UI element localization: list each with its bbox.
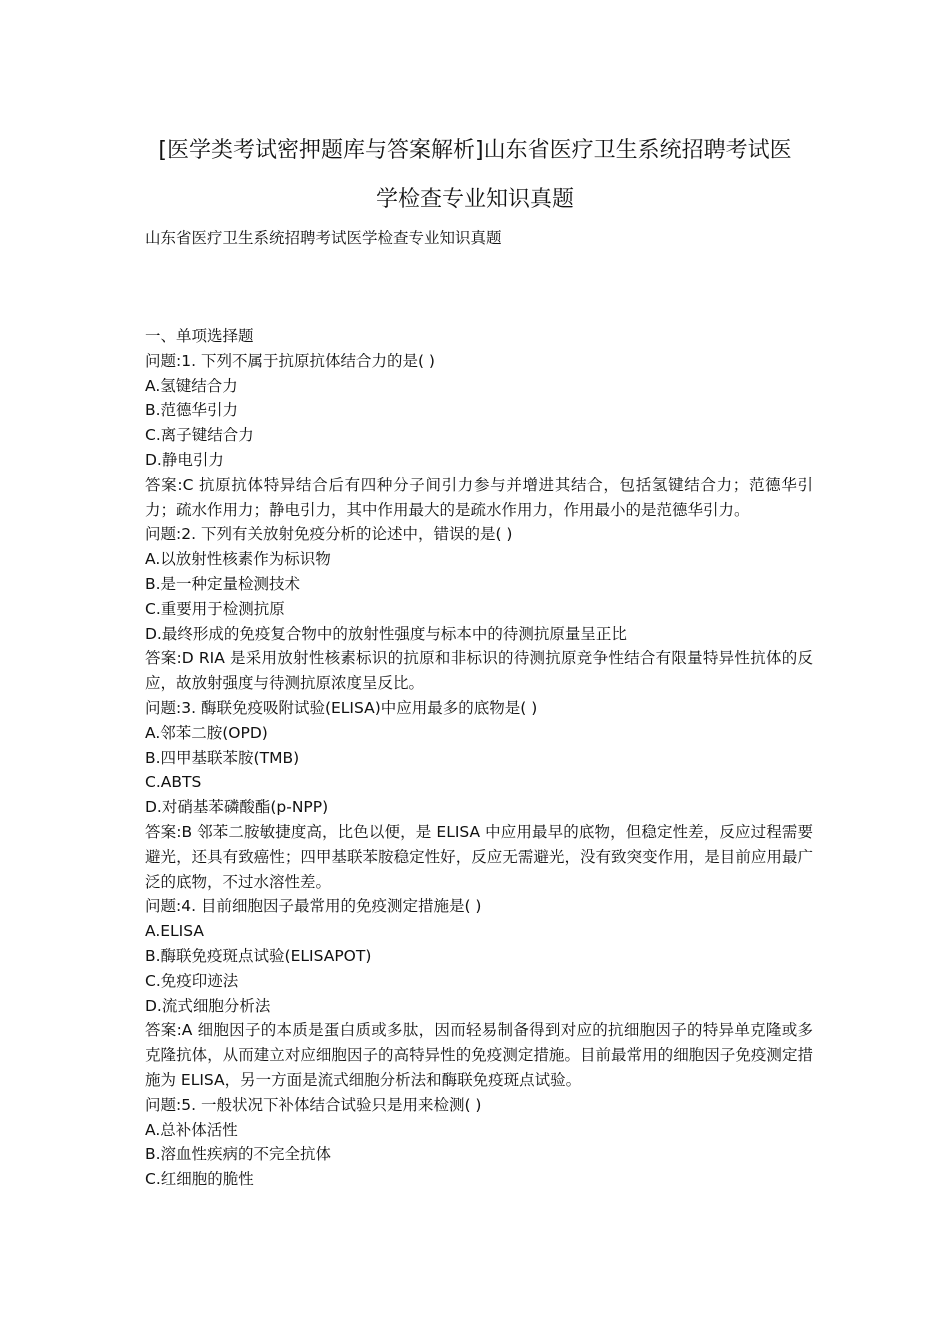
question-2-option-a: A.以放射性核素作为标识物: [145, 550, 331, 569]
question-4-option-d: D.流式细胞分析法: [145, 996, 271, 1015]
question-1-option-a: A.氢键结合力: [145, 376, 238, 395]
question-4: 问题:4. 目前细胞因子最常用的免疫测定措施是( ): [145, 897, 482, 916]
question-4-option-a: A.ELISA: [145, 922, 204, 941]
question-4-answer: 答案:A 细胞因子的本质是蛋白质或多肽，因而轻易制备得到对应的抗细胞因子的特异单克隆或多克隆抗体，从而建立对应细胞因子的高特异性的免疫测定措施。目前最常用的细胞因子免疫测定措施为 ELISA，另一方面是流式细胞分析法和酶联免疫斑点试验。: [145, 1021, 813, 1089]
question-1-option-b: B.范德华引力: [145, 401, 239, 420]
question-2-answer: 答案:D RIA 是采用放射性核素标识的抗原和非标识的待测抗原竞争性结合有限量特异性抗体的反应，故放射强度与待测抗原浓度呈反比。: [145, 649, 813, 693]
question-1-option-c: C.离子键结合力: [145, 426, 254, 445]
section-heading: 一、单项选择题: [145, 327, 254, 345]
question-3-answer: 答案:B 邻苯二胺敏捷度高，比色以便，是 ELISA 中应用最早的底物，但稳定性差，反应过程需要避光，还具有致癌性；四甲基联苯胺稳定性好，反应无需避光，没有致突变作用，是目前应用最广泛的底物，不过水溶性差。: [145, 822, 813, 891]
document-title-line-2: 学检查专业知识真题: [375, 187, 574, 212]
document-subtitle: 山东省医疗卫生系统招聘考试医学检查专业知识真题: [145, 229, 502, 247]
question-2-option-c: C.重要用于检测抗原: [145, 599, 285, 618]
question-5-option-a: A.总补体活性: [145, 1120, 238, 1139]
question-1: 问题:1. 下列不属于抗原抗体结合力的是( ): [145, 351, 435, 370]
question-3-option-b: B.四甲基联苯胺(TMB): [145, 748, 300, 767]
question-2: 问题:2. 下列有关放射免疫分析的论述中，错误的是( ): [145, 525, 513, 544]
question-3: 问题:3. 酶联免疫吸附试验(ELISA)中应用最多的底物是( ): [145, 698, 538, 717]
question-3-option-a: A.邻苯二胺(OPD): [145, 723, 268, 742]
question-5-option-b: B.溶血性疾病的不完全抗体: [145, 1145, 332, 1164]
question-2-option-d: D.最终形成的免疫复合物中的放射性强度与标本中的待测抗原量呈正比: [145, 624, 627, 643]
question-1-answer: 答案:C 抗原抗体特异结合后有四种分子间引力参与并增进其结合，包括氢键结合力；范德华引力；疏水作用力；静电引力，其中作用最大的是疏水作用力，作用最小的是范德华引力。: [145, 475, 813, 519]
question-3-option-c: C.ABTS: [145, 773, 202, 792]
question-2-option-b: B.是一种定量检测技术: [145, 574, 301, 593]
question-4-option-c: C.免疫印迹法: [145, 971, 239, 990]
document-body: [145, 324, 813, 1192]
question-5: 问题:5. 一般状况下补体结合试验只是用来检测( ): [145, 1095, 482, 1114]
document-title-line-1: [医学类考试密押题库与答案解析]山东省医疗卫生系统招聘考试医: [158, 138, 792, 163]
question-1-option-d: D.静电引力: [145, 450, 224, 469]
question-3-option-d: D.对硝基苯磷酸酯(p-NPP): [145, 798, 329, 817]
question-4-option-b: B.酶联免疫斑点试验(ELISAPOT): [145, 946, 372, 965]
question-5-option-c: C.红细胞的脆性: [145, 1170, 254, 1189]
